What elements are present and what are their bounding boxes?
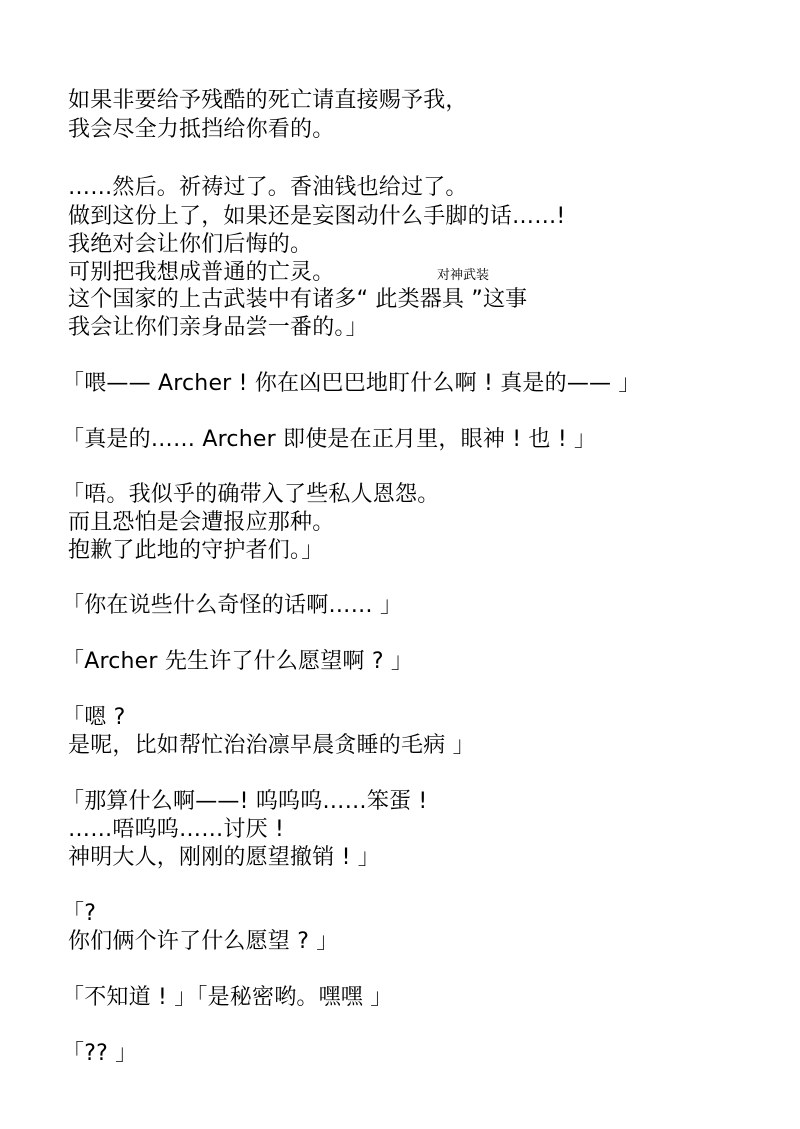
text-line: 我会尽全力抵挡给你看的。 (68, 117, 335, 142)
text-line: 可别把我想成普通的亡灵。 (68, 260, 335, 285)
text-line: 做到这份上了，如果还是妄图动什么手脚的话……! (68, 204, 566, 229)
dialogue-line: 「? (62, 901, 97, 926)
dialogue-line: 「真是的…… Archer 即使是在正月里，眼神 ! 也 ! 」 (62, 427, 597, 452)
dialogue-line: 而且恐怕是会遭报应那种。 (68, 510, 335, 535)
dialogue-line: ……唔呜呜……讨厌 ! (68, 817, 285, 842)
text-line: ……然后。祈祷过了。香油钱也给过了。 (68, 175, 468, 200)
dialogue-line: 「嗯 ? (62, 705, 126, 730)
dialogue-line: 「那算什么啊——! 呜呜呜……笨蛋 ! (62, 789, 428, 814)
dialogue-line: 神明大人，刚刚的愿望撤销 ! 」 (68, 845, 381, 870)
dialogue-line: 「?? 」 (62, 1041, 138, 1066)
dialogue-line: 「你在说些什么奇怪的话啊…… 」 (62, 593, 403, 618)
text-line: 这个国家的上古武装中有诸多“ 此类器具 ”这事 (68, 287, 528, 312)
dialogue-line: 「Archer 先生许了什么愿望啊 ? 」 (62, 649, 414, 674)
text-line: 我会让你们亲身品尝一番的。」 (68, 315, 368, 340)
dialogue-line: 「不知道 ! 」「是秘密哟。嘿嘿 」 (62, 985, 393, 1010)
dialogue-line: 「喂—— Archer ! 你在凶巴巴地盯什么啊 ! 真是的—— 」 (62, 371, 641, 396)
dialogue-line: 抱歉了此地的守护者们。」 (68, 538, 324, 563)
dialogue-line: 「唔。我似乎的确带入了些私人恩怨。 (62, 482, 440, 507)
text-line: 如果非要给予残酷的死亡请直接赐予我， (68, 88, 468, 113)
ruby-annotation: 对神武装 (437, 268, 490, 283)
dialogue-line: 你们俩个许了什么愿望 ? 」 (68, 929, 339, 954)
dialogue-line: 是呢，比如帮忙治治凛早晨贪睡的毛病 」 (68, 733, 475, 758)
text-line: 我绝对会让你们后悔的。 (68, 232, 313, 257)
